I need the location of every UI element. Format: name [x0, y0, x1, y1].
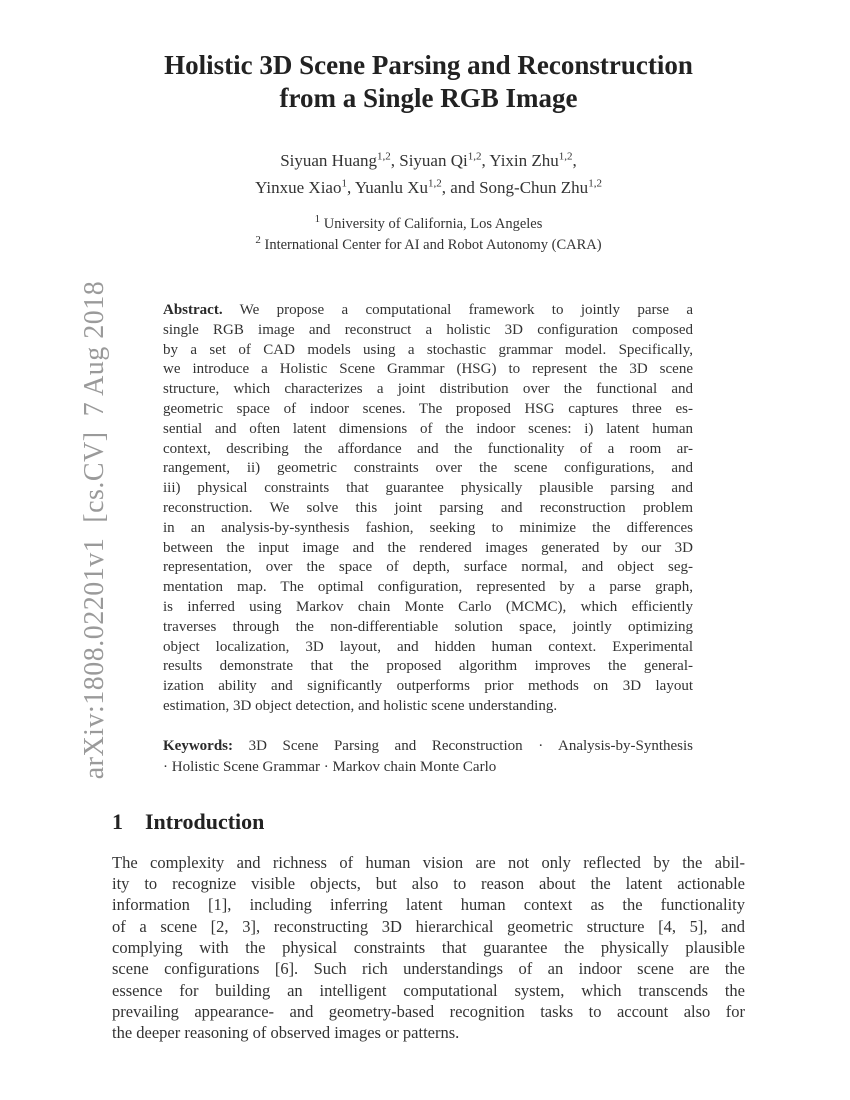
abstract-line: in an analysis-by-synthesis fashion, seeking to minimize the differences — [163, 519, 693, 536]
author-affiliation-sup: 1,2 — [467, 150, 482, 163]
author-list — [112, 147, 745, 201]
author: Siyuan Huang$^{1,2}$, — [280, 150, 400, 170]
abstract-line: iii) physical constraints that guarantee physically plausible parsing and — [163, 480, 693, 497]
authors-line-1 — [112, 147, 745, 174]
abstract-lines — [163, 321, 693, 717]
abstract-line: representation, over the space of depth, surface normal, and object seg- — [163, 559, 693, 576]
paragraph-line: prevailing appearance- and geometry-based recognition tasks to account also for — [112, 1001, 745, 1021]
affiliation-marker: 1 — [314, 213, 321, 226]
affiliation-text: International Center for AI and Robot Autonomy (CARA) — [264, 236, 602, 253]
abstract-line: we introduce a Holistic Scene Grammar (HSG) to represent the 3D scene — [163, 361, 693, 378]
abstract-line: geometric space of indoor scenes. The proposed HSG captures three es- — [163, 400, 693, 417]
section-title: Introduction — [145, 808, 265, 834]
paragraph-line: The complexity and richness of human vision are not only reflected by the abil- — [112, 852, 745, 872]
intro-paragraph — [112, 852, 745, 1044]
paper-content — [112, 0, 745, 1043]
paragraph-line: of a scene [2, 3], reconstructing 3D hierarchical geometric structure [4, 5], and — [112, 916, 745, 936]
author-separator: , and — [441, 178, 480, 197]
author-separator: , — [346, 178, 355, 197]
abstract-line: results demonstrate that the proposed algorithm improves the general- — [163, 658, 693, 675]
keywords-last-line: · Holistic Scene Grammar · Markov chain Monte Carlo — [163, 758, 497, 775]
affiliation-marker: 2 — [255, 233, 261, 246]
abstract-line: sential and often latent dimensions of the indoor scenes: i) latent human — [163, 420, 693, 437]
keywords-first-line — [163, 736, 693, 757]
author-affiliation-sup: 1 — [341, 177, 347, 190]
author: Siyuan Qi$^{1,2}$, — [399, 150, 490, 170]
title-line-2: from a Single RGB Image — [279, 83, 578, 113]
paragraph-line: ity to recognize visible objects, but also to reason about the latent actionable — [112, 874, 745, 894]
abstract-first-line-text: We propose a computational framework to jointly parse a — [239, 302, 693, 318]
paper-title — [112, 0, 745, 115]
abstract-line: rangement, ii) geometric constraints over the scene configurations, and — [163, 460, 693, 477]
paragraph-line: the deeper reasoning of observed images or patterns. — [112, 1023, 460, 1043]
author-separator: , — [572, 151, 577, 170]
author: Yuanlu Xu$^{1,2}$, and — [354, 177, 480, 197]
abstract-line: ization ability and significantly outperforms prior methods on 3D layout — [163, 678, 693, 695]
abstract-line: by a set of CAD models using a stochastic grammar model. Specifically, — [163, 341, 693, 358]
author: Yixin Zhu$^{1,2}$, — [489, 150, 577, 170]
keywords-label: Keywords: — [163, 737, 233, 754]
author-separator: , — [390, 151, 400, 170]
author: Yinxue Xiao$^1$, — [255, 177, 355, 197]
abstract-line: single RGB image and reconstruct a holistic 3D configuration composed — [163, 321, 693, 338]
affiliation-line — [112, 214, 745, 235]
abstract-line: object localization, 3D layout, and hidden human context. Experimental — [163, 638, 693, 655]
paragraph-line: scene configurations [6]. Such rich understandings of an indoor scene are the — [112, 959, 745, 979]
author: Song-Chun Zhu$^{1,2}$ — [479, 177, 602, 197]
affiliation-text: University of California, Los Angeles — [323, 216, 543, 232]
arxiv-watermark: arXiv:1808.02201v1 [cs.CV] 7 Aug 2018 — [79, 280, 110, 780]
abstract-line: mentation map. The optimal configuration, represented by a parse graph, — [163, 579, 693, 596]
abstract-line: reconstruction. We solve this joint parsing and reconstruction problem — [163, 499, 693, 516]
abstract-first-line — [163, 301, 693, 321]
abstract-line: context, describing the affordance and the functionality of a room ar- — [163, 440, 693, 457]
section-heading — [112, 809, 745, 835]
title-line-1: Holistic 3D Scene Parsing and Reconstruction — [164, 50, 693, 80]
keywords-first-line-text: 3D Scene Parsing and Reconstruction · Analysis-by-Synthesis — [248, 737, 693, 754]
abstract-line: is inferred using Markov chain Monte Carlo (MCMC), which efficiently — [163, 598, 693, 615]
author-affiliation-sup: 1,2 — [588, 177, 602, 190]
abstract-line: between the input image and the rendered images generated by our 3D — [163, 539, 693, 556]
section-number: 1 — [112, 808, 123, 834]
paragraph-line: information [1], including inferring latent human context as the functionality — [112, 895, 745, 915]
affiliation-list — [112, 214, 745, 255]
abstract-label: Abstract. — [163, 302, 223, 318]
affiliation-line — [112, 235, 745, 256]
abstract-line: estimation, 3D object detection, and holistic scene understanding. — [163, 697, 558, 714]
abstract-line: structure, which characterizes a joint distribution over the functional and — [163, 381, 693, 398]
author-separator: , — [481, 151, 490, 170]
author-affiliation-sup: 1,2 — [558, 150, 573, 163]
keywords-block — [163, 736, 693, 778]
author-affiliation-sup: 1,2 — [377, 150, 391, 163]
abstract-block — [163, 301, 693, 717]
paragraph-line: essence for building an intelligent computational system, which transcends the — [112, 980, 745, 1000]
authors-line-2 — [112, 174, 745, 201]
abstract-line: traverses through the non-differentiable solution space, jointly optimizing — [163, 618, 693, 635]
paragraph-line: complying with the physical constraints that guarantee the physically plausible — [112, 937, 745, 957]
author-affiliation-sup: 1,2 — [428, 177, 442, 190]
